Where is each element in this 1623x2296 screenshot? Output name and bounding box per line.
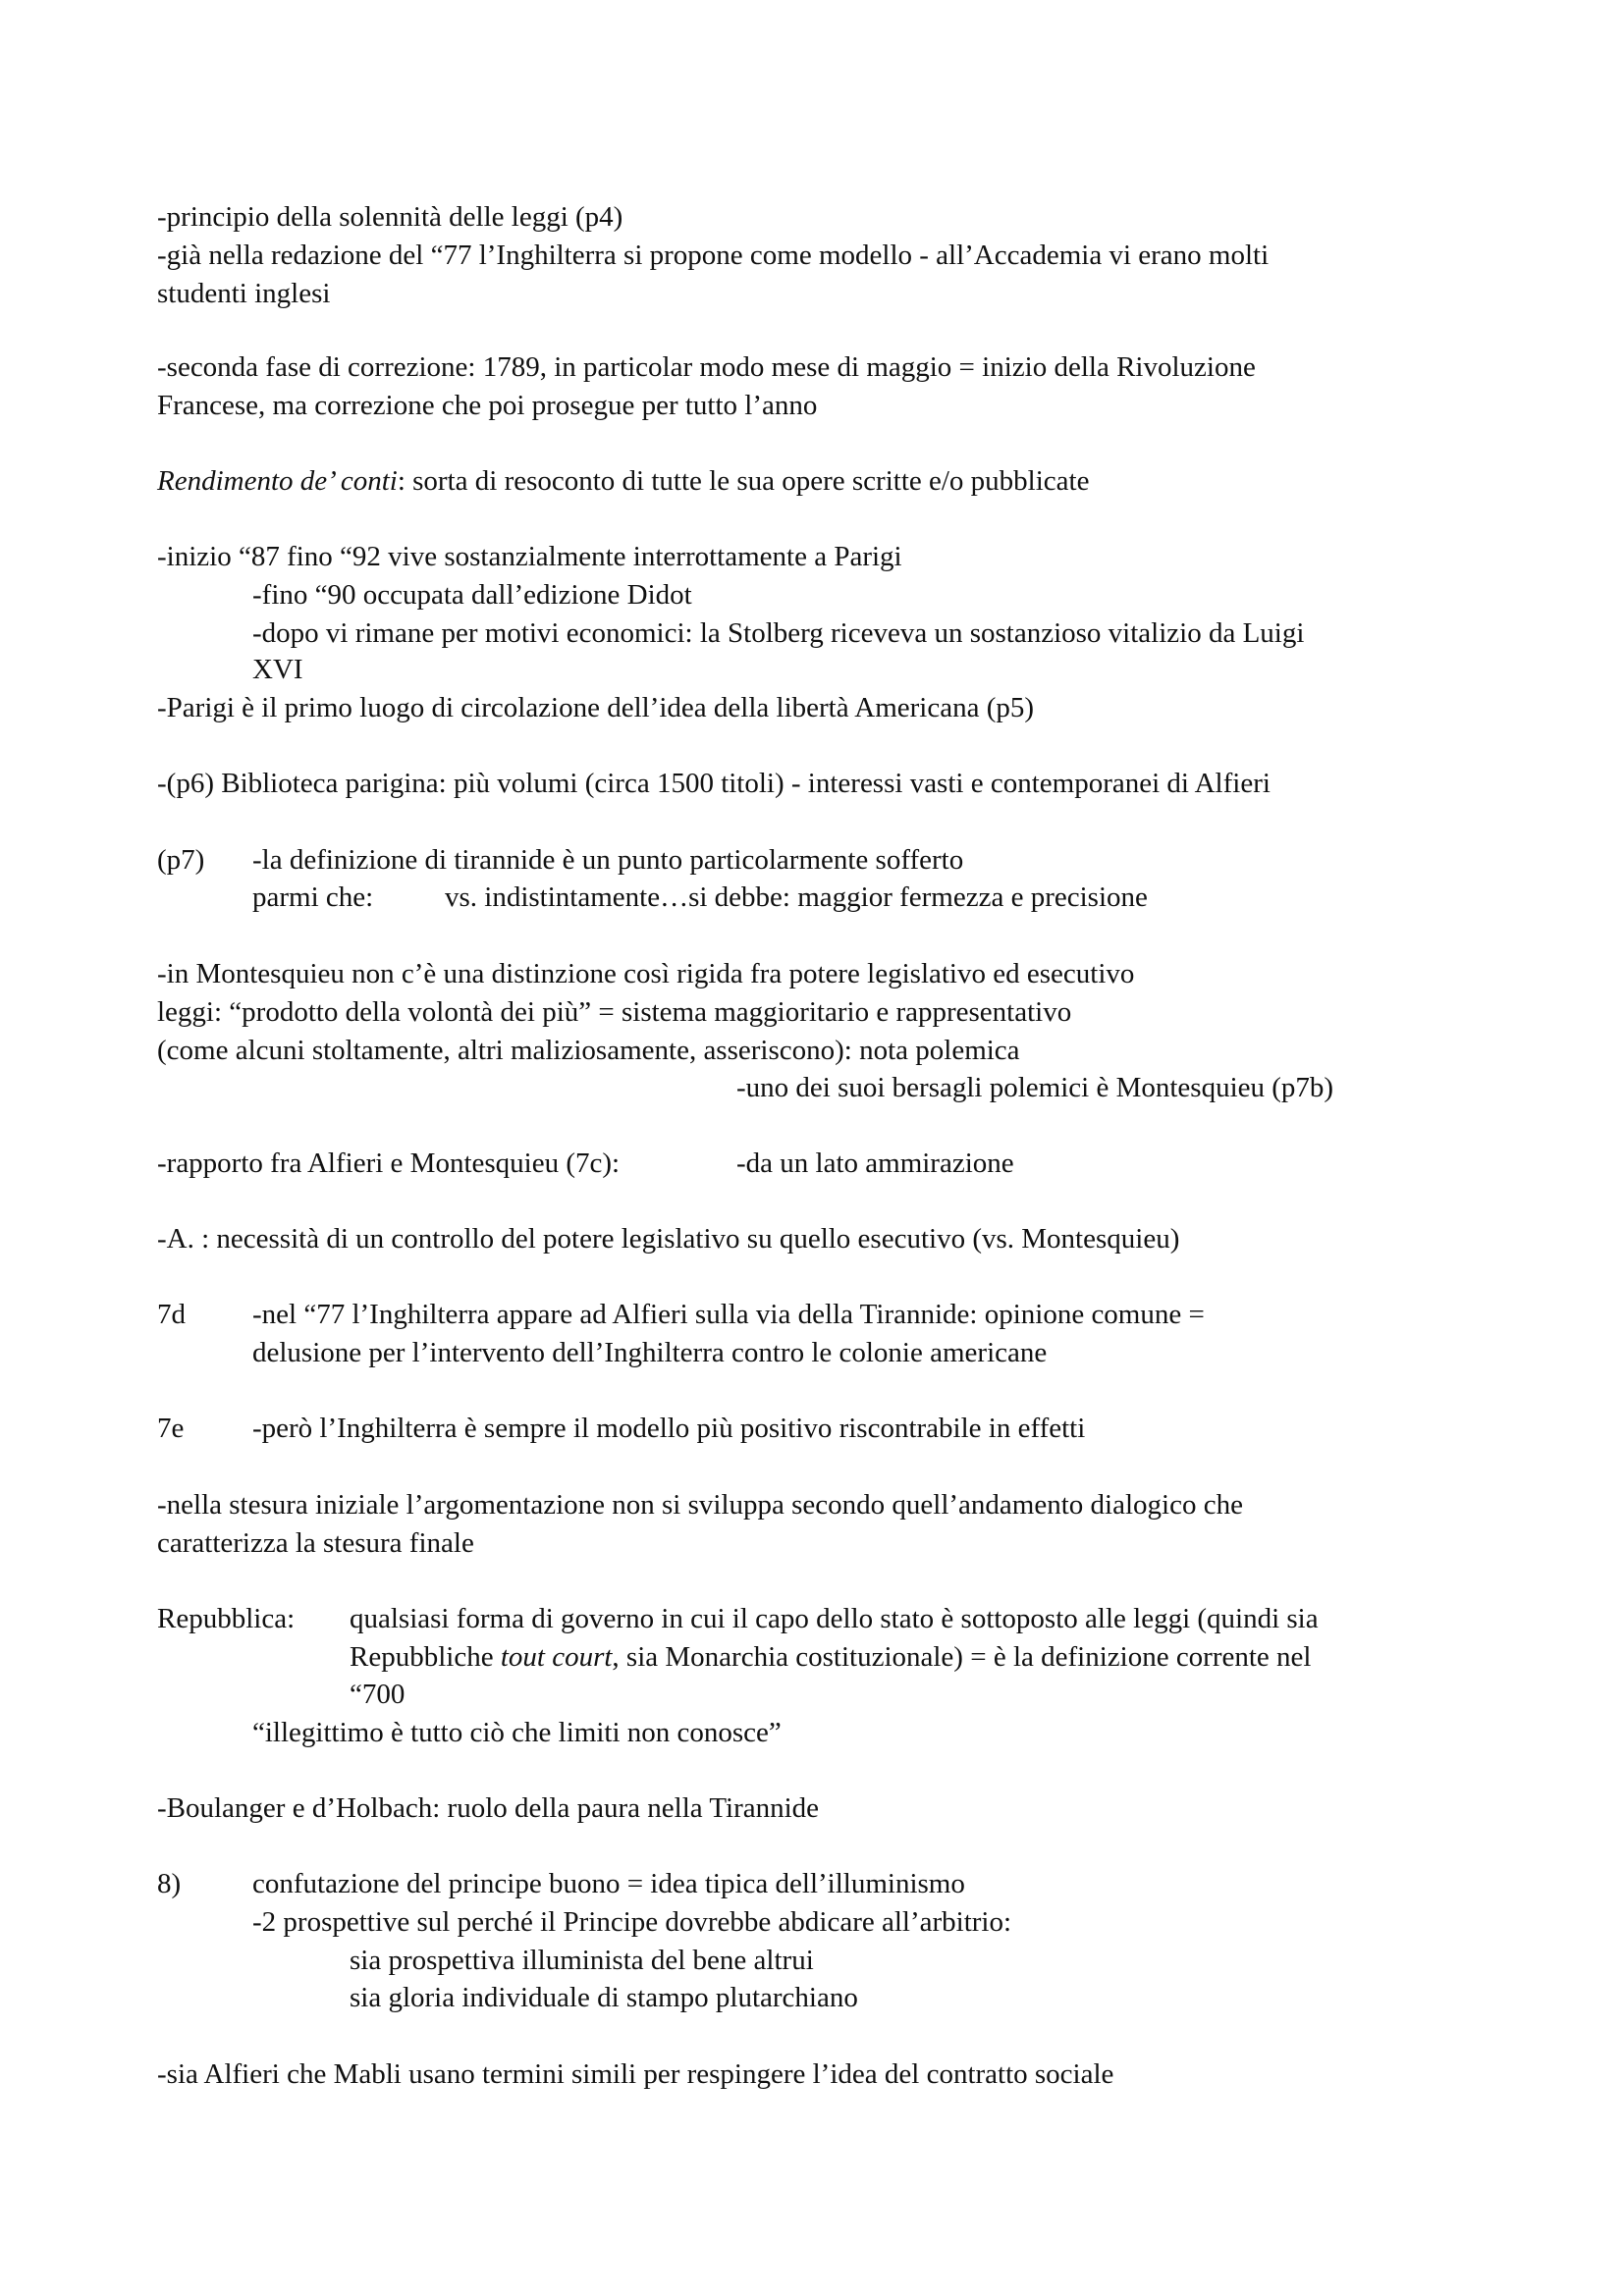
note-label: Repubblica: bbox=[157, 1603, 296, 1634]
note-subline: vs. indistintamente…si debbe: maggior fermezza e precisione bbox=[445, 881, 1148, 913]
note-line: leggi: “prodotto della volontà dei più” = sistema maggioritario e rappresentativo bbox=[157, 996, 1072, 1028]
note-line: delusione per l’intervento dell’Inghilterra contro le colonie americane bbox=[252, 1337, 1048, 1368]
note-line: -A. : necessità di un controllo del potere legislativo su quello esecutivo (vs. Montesquieu) bbox=[157, 1223, 1180, 1255]
note-line: -inizio “87 fino “92 vive sostanzialmente interrottamente a Parigi bbox=[157, 541, 902, 572]
note-line: -Parigi è il primo luogo di circolazione dell’idea della libertà Americana (p5) bbox=[157, 692, 1035, 723]
note-line: -2 prospettive sul perché il Principe dovrebbe abdicare all’arbitrio: bbox=[252, 1906, 1012, 1938]
note-subline: -fino “90 occupata dall’edizione Didot bbox=[252, 579, 692, 611]
note-line: -nel “77 l’Inghilterra appare ad Alfieri sulla via della Tirannide: opinione comune = bbox=[252, 1299, 1205, 1330]
note-label: 7d bbox=[157, 1299, 186, 1330]
note-line: -(p6) Biblioteca parigina: più volumi (circa 1500 titoli) - interessi vasti e contemporanei di Alfieri bbox=[157, 768, 1271, 799]
note-text: Repubbliche bbox=[350, 1641, 501, 1673]
note-line bbox=[157, 462, 1089, 501]
note-text: : sorta di resoconto di tutte le sua opere scritte e/o pubblicate bbox=[397, 465, 1090, 497]
note-line: confutazione del principe buono = idea tipica dell’illuminismo bbox=[252, 1868, 965, 1899]
note-line bbox=[350, 1638, 1311, 1677]
note-line: studenti inglesi bbox=[157, 278, 331, 309]
note-line: qualsiasi forma di governo in cui il capo dello stato è sottoposto alle leggi (quindi sia bbox=[350, 1603, 1319, 1634]
note-subline: XVI bbox=[252, 654, 303, 685]
note-subline: parmi che: bbox=[252, 881, 374, 913]
note-line: “700 bbox=[350, 1679, 406, 1710]
note-line: (come alcuni stoltamente, altri maliziosamente, asseriscono): nota polemica bbox=[157, 1035, 1020, 1066]
work-title: Rendimento de’ conti bbox=[157, 465, 398, 497]
note-subline: sia gloria individuale di stampo plutarchiano bbox=[350, 1982, 858, 2013]
italic-term: tout court bbox=[500, 1641, 613, 1673]
quote-line: “illegittimo è tutto ciò che limiti non conosce” bbox=[252, 1717, 782, 1748]
note-line: -da un lato ammirazione bbox=[736, 1148, 1014, 1179]
note-line: -nella stesura iniziale l’argomentazione non si sviluppa secondo quell’andamento dialogico che bbox=[157, 1489, 1243, 1521]
note-subline: -dopo vi rimane per motivi economici: la Stolberg riceveva un sostanzioso vitalizio da Luigi bbox=[252, 617, 1305, 649]
note-line: -sia Alfieri che Mabli usano termini simili per respingere l’idea del contratto sociale bbox=[157, 2058, 1114, 2090]
note-line: Francese, ma correzione che poi prosegue per tutto l’anno bbox=[157, 390, 818, 421]
note-label: (p7) bbox=[157, 844, 205, 876]
note-label: 7e bbox=[157, 1413, 185, 1444]
note-label: 8) bbox=[157, 1868, 182, 1899]
note-line: -già nella redazione del “77 l’Inghilterra si propone come modello - all’Accademia vi erano molti bbox=[157, 240, 1270, 271]
note-line: -principio della solennità delle leggi (p4) bbox=[157, 201, 623, 233]
note-text: , sia Monarchia costituzionale) = è la definizione corrente nel bbox=[612, 1641, 1312, 1673]
note-line: -seconda fase di correzione: 1789, in particolar modo mese di maggio = inizio della Rivoluzione bbox=[157, 351, 1256, 383]
note-line: -in Montesquieu non c’è una distinzione così rigida fra potere legislativo ed esecutivo bbox=[157, 958, 1135, 989]
note-subline: -uno dei suoi bersagli polemici è Montesquieu (p7b) bbox=[736, 1072, 1334, 1103]
note-line: -però l’Inghilterra è sempre il modello più positivo riscontrabile in effetti bbox=[252, 1413, 1086, 1444]
note-line: -Boulanger e d’Holbach: ruolo della paura nella Tirannide bbox=[157, 1792, 820, 1824]
note-line: -la definizione di tirannide è un punto particolarmente sofferto bbox=[252, 844, 964, 876]
note-subline: sia prospettiva illuminista del bene altrui bbox=[350, 1945, 814, 1976]
note-label: -rapporto fra Alfieri e Montesquieu (7c): bbox=[157, 1148, 621, 1179]
note-line: caratterizza la stesura finale bbox=[157, 1527, 474, 1559]
